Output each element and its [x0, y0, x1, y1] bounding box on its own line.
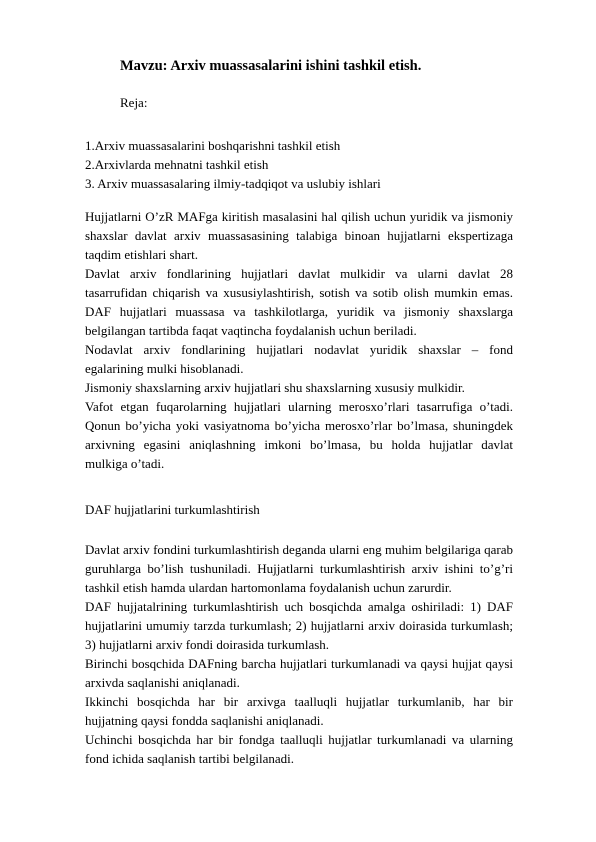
paragraph: DAF hujjatalrining turkumlashtirish uch bosqichda amalga oshiriladi: 1) DAF hujjatlarini umumiy tarzda turkumlash; 2) hujjatlarni arxiv doirasida turkumlash; 3) hujjatlarni arxiv fondi doirasida turkumlash.: [85, 599, 513, 652]
paragraph: Vafot etgan fuqarolarning hujjatlari ularning merosxo’rlari tasarrufiga o’tadi. Qonun bo’yicha yoki vasiyatnoma bo’yicha merosxo’rlar bo’lmasa, shuningdek arxivning egasini aniqlashning imkoni bo’lmasa, bu holda hujjatlar davlat mulkiga o’tadi.: [85, 399, 513, 471]
plan-item: 3. Arxiv muassasalaring ilmiy-tadqiqot va uslubiy ishlari: [85, 176, 381, 191]
plan-list: [85, 136, 381, 193]
plan-item: 1.Arxiv muassasalarini boshqarishni tashkil etish: [85, 138, 341, 153]
paragraph: Davlat arxiv fondlarining hujjatlari davlat mulkidir va ularni davlat 28 tasarrufidan chiqarish va xususiylashtirish, sotish va sotib olish mumkin emas. DAF hujjatlari muassasa va tashkilotlarga, yuridik va jismoniy shaxslarga belgilangan tartibda faqat vaqtincha foydalanish uchun beriladi.: [85, 266, 513, 338]
paragraph: Davlat arxiv fondini turkumlashtirish deganda ularni eng muhim belgilariga qarab guruhlarga bo’lish tushuniladi. Hujjatlarni turkumlashtirish arxiv ishini to’g’ri tashkil etish hamda ulardan hartomonlama foydalanish uchun zarurdir.: [85, 542, 513, 595]
paragraph: Jismoniy shaxslarning arxiv hujjatlari shu shaxslarning xususiy mulkidir.: [85, 380, 465, 395]
plan-heading: Reja:: [120, 95, 148, 110]
paragraph: Nodavlat arxiv fondlarining hujjatlari nodavlat yuridik shaxslar – fond egalarining mulki hisoblanadi.: [85, 342, 513, 376]
document-title: Mavzu: Arxiv muassasalarini ishini tashkil etish.: [120, 58, 422, 74]
paragraph: Uchinchi bosqichda har bir fondga taalluqli hujjatlar turkumlanadi va ularning fond ichida saqlanish tartibi belgilanadi.: [85, 732, 513, 766]
paragraph: Ikkinchi bosqichda har bir arxivga taalluqli hujjatlar turkumlanib, har bir hujjatning qaysi fondda saqlanishi aniqlanadi.: [85, 694, 513, 728]
section2-body: [85, 540, 513, 768]
plan-item: 2.Arxivlarda mehnatni tashkil etish: [85, 157, 269, 172]
paragraph: Birinchi bosqchida DAFning barcha hujjatlari turkumlanadi va qaysi hujjat qaysi arxivda saqlanishi aniqlanadi.: [85, 656, 513, 690]
section2-heading: DAF hujjatlarini turkumlashtirish: [85, 502, 260, 517]
paragraph: Hujjatlarni O’zR MAFga kiritish masalasini hal qilish uchun yuridik va jismoniy shaxslar davlat arxiv muassasasining talabiga binoan hujjatlarni ekspertizaga taqdim etishlari shart.: [85, 209, 513, 262]
section1-body: [85, 207, 513, 473]
